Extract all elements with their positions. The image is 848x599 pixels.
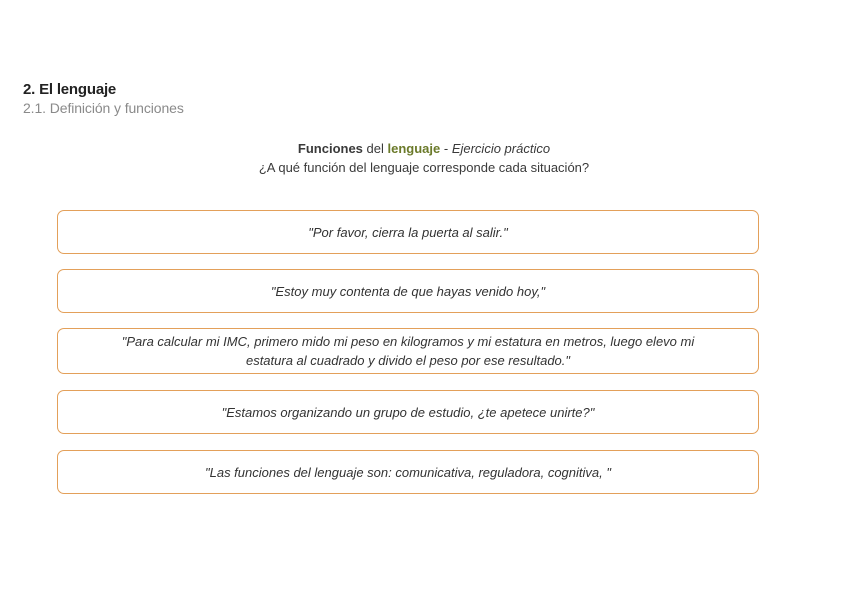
situation-text: "Estoy muy contenta de que hayas venido hoy," (270, 283, 546, 299)
heading-del: del (362, 141, 388, 156)
exercise-question: ¿A qué función del lenguaje corresponde cada situación? (258, 160, 590, 175)
section-subtitle: 2.1. Definición y funciones (23, 100, 184, 116)
heading-dash: - (440, 141, 452, 156)
heading-exercise: Ejercicio práctico (451, 141, 551, 156)
situation-text: "Por favor, cierra la puerta al salir." (308, 224, 508, 240)
heading-lenguaje: lenguaje (387, 141, 441, 156)
situation-card (57, 390, 759, 434)
situation-card (57, 210, 759, 254)
exercise-heading (0, 140, 848, 158)
situation-text: "Para calcular mi IMC, primero mido mi peso en kilogramos y mi estatura en metros, luego elevo mi estatura al cuadrado y divido el peso por ese resultado." (121, 334, 695, 368)
situation-text: "Las funciones del lenguaje son: comunicativa, reguladora, cognitiva, " (205, 464, 611, 480)
situation-text: "Estamos organizando un grupo de estudio, ¿te apetece unirte?" (221, 404, 595, 420)
heading-functions: Funciones (297, 141, 363, 156)
situation-card (57, 269, 759, 313)
section-title: 2. El lenguaje (23, 81, 117, 98)
situation-card (57, 450, 759, 494)
situation-card (57, 328, 759, 374)
